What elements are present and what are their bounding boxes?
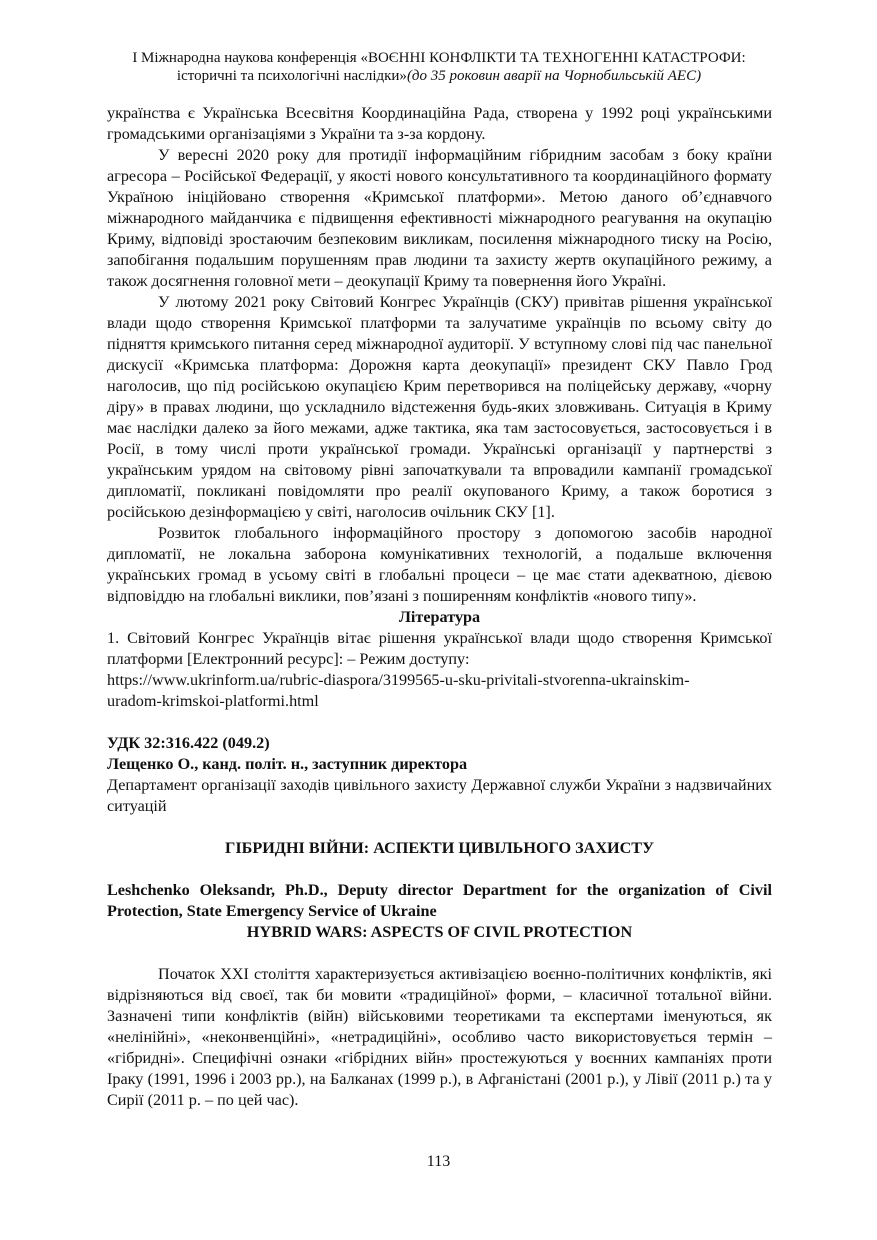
spacer: [107, 817, 772, 838]
article-title-en: HYBRID WARS: ASPECTS OF CIVIL PROTECTION: [246, 923, 633, 941]
article-title-ua: ГІБРИДНІ ВІЙНИ: АСПЕКТИ ЦИВІЛЬНОГО ЗАХИСТУ: [225, 839, 654, 857]
spacer: [107, 712, 772, 733]
udk-code: УДК 32:316.422 (049.2): [107, 734, 270, 752]
running-header: [105, 49, 773, 85]
header-line-2: [105, 67, 773, 85]
author-line: Лещенко О., канд. політ. н., заступник директора: [107, 755, 468, 773]
document-body: [107, 103, 772, 1111]
spacer: [107, 943, 772, 964]
header-line-2-italic: (до 35 роковин аварії на Чорнобильській АЕС): [406, 68, 702, 84]
page-number: 113: [426, 1153, 451, 1170]
author-affiliation: Департамент організації заходів цивільного захисту Державної служби України з надзвичайних ситуацій: [107, 776, 772, 815]
header-line-1: I Міжнародна наукова конференція «ВОЄННІ КОНФЛІКТИ ТА ТЕХНОГЕННІ КАТАСТРОФИ:: [132, 50, 746, 66]
reference-item-1: 1. Світовий Конгрес Українців вітає рішення української влади щодо створення Кримської платформи [Електронний ресурс]: – Режим доступу:: [107, 629, 772, 668]
article-intro-paragraph: Початок XXI століття характеризується активізацією воєнно-політичних конфліктів, які відрізняються від своєї, так би мовити «традиційної» форми, – класичної тотальної війни. Зазначені типи конфліктів (війн) військовими теоретиками та експертами іменуються, як «нелінійні», «неконвенційні», «нетрадиційні», особливо часто використовується термін – «гібридні». Специфічні ознаки «гібрідних війн» простежуються у воєнних кампаніях проти Іраку (1991, 1996 і 2003 рр.), на Балканах (1999 р.), в Афганістані (2001 р.), у Лівії (2011 р.) та у Сирії (2011 р. – по цей час).: [107, 965, 772, 1109]
paragraph-continuation: українства є Українська Всесвітня Координаційна Рада, створена у 1992 році українськими громадськими організаціями з України та з-за кордону.: [107, 104, 772, 143]
literature-heading: Література: [398, 608, 481, 626]
reference-url-line-1: https://www.ukrinform.ua/rubric-diaspora/3199565-u-sku-privitali-stvorenna-ukrainskim-: [107, 671, 690, 689]
paragraph-sku: У лютому 2021 року Світовий Конгрес Українців (СКУ) привітав рішення української влади щодо створення Кримської платформи та залучатиме українців по всьому світу до підняття кримського питання серед міжнародної аудиторії. У вступному слові під час панельної дискусії «Кримська платформа: Дорожня карта деокупації» президент СКУ Павло Грод наголосив, що під російською окупацією Крим перетворився на поліцейську державу, «чорну діру» в правах людини, що ускладнило відстеження будь-яких зловживань. Ситуація в Криму має наслідки далеко за його межами, адже тактика, яка там застосовується, застосовується і в Росії, в тому числі проти української громади. Українські організації у партнерстві з українським урядом на світовому рівні започаткували та впровадили кампанії громадської дипломатії, покликані повідомляти про реалії окупованого Криму, а також боротися з російською дезінформацією у світі, наголосив очільник СКУ [1].: [107, 293, 772, 521]
paragraph-crimean-platform: У вересні 2020 року для протидії інформаційним гібридним засобам з боку країни агресора – Російської Федерації, у якості нового консультативного та координаційного формату Україною ініційовано створення «Кримської платформи». Метою даного об’єднавчого міжнародного майданчика є підвищення ефективності міжнародного реагування на окупацію Криму, відповіді зростаючим безпековим викликам, посилення міжнародного тиску на Росію, запобігання подальшим порушенням прав людини та захисту жертв окупаційного режиму, а також досягнення головної мети – деокупації Криму та повернення його Україні.: [107, 146, 772, 290]
paragraph-conclusion: Розвиток глобального інформаційного простору з допомогою засобів народної дипломатії, не локальна заборона комунікативних технологій, а подальше включення українських громад в усьому світі в глобальні процеси – це має стати адекватною, дієвою відповіддю на глобальні виклики, пов’язані з поширенням конфліктів «нового типу».: [107, 524, 772, 605]
header-line-2-regular: історичні та психологічні наслідки»: [176, 68, 407, 84]
author-line-en: Leshchenko Oleksandr, Ph.D., Deputy director Department for the organization of Civil Protection, State Emergency Service of Ukraine: [107, 881, 772, 920]
spacer: [107, 859, 772, 880]
reference-url-line-2: uradom-krimskoi-platformi.html: [107, 692, 319, 710]
